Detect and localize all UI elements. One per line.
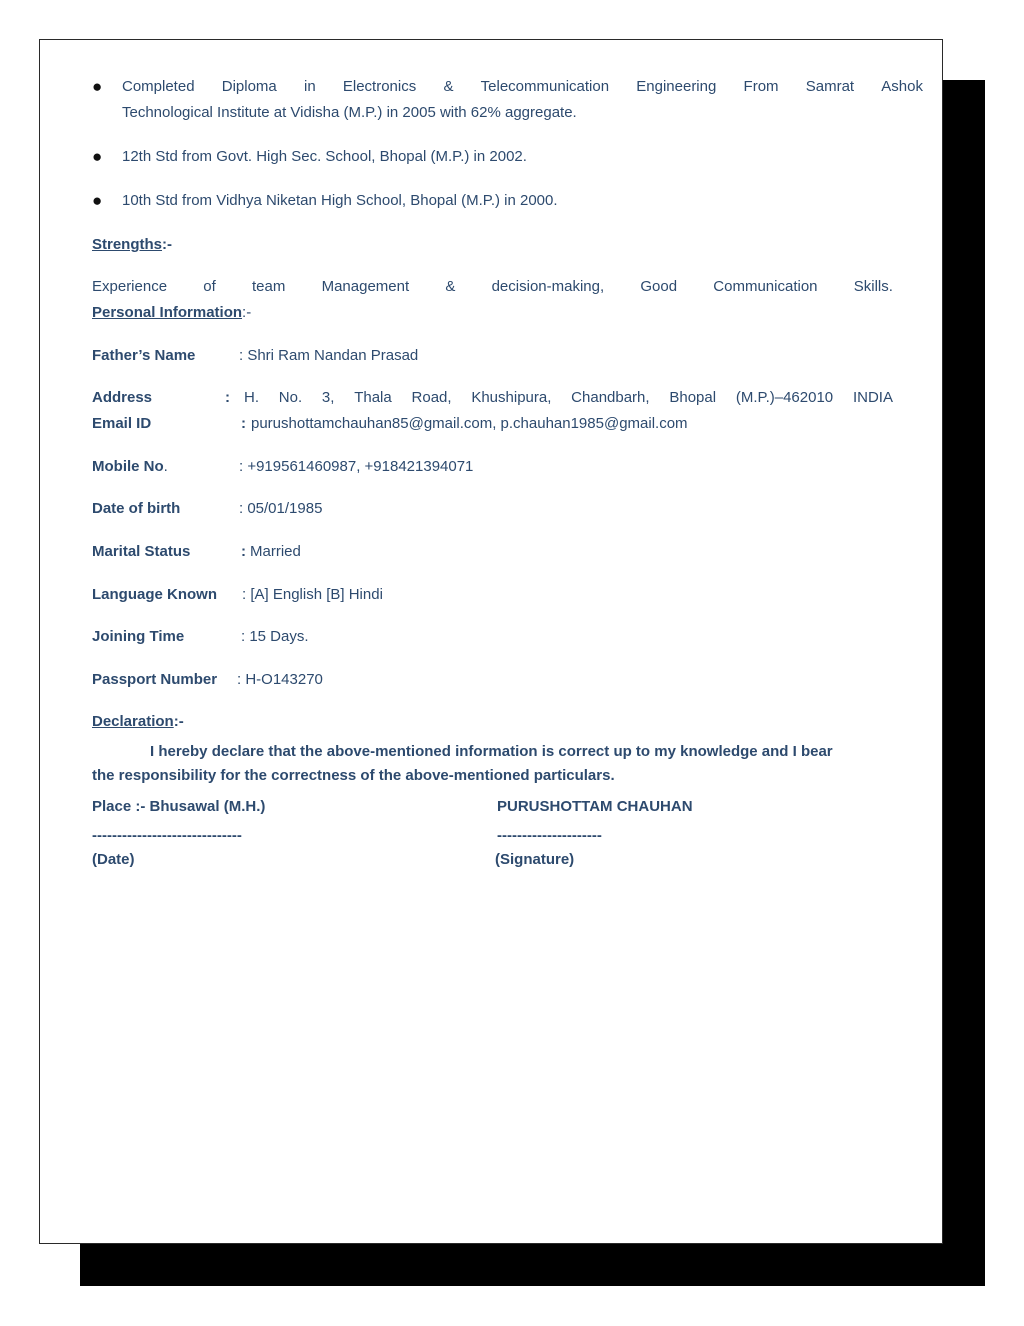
education-word: Diploma [221, 78, 277, 95]
declaration-heading-text: Declaration [92, 713, 174, 730]
declaration-text-line: the responsibility for the correctness of the above-mentioned particulars. [92, 767, 615, 784]
signature-label: (Signature) [495, 851, 575, 868]
strengths-word: Management [321, 278, 410, 295]
education-line [122, 74, 923, 100]
address-word: 3, [321, 389, 335, 406]
heading-suffix: :- [242, 304, 252, 321]
heading-suffix: :- [162, 236, 173, 253]
education-word: Completed [122, 78, 195, 95]
email-label: Email ID [92, 415, 152, 432]
address-word: No. [278, 389, 303, 406]
address-word: Khushipura, [471, 389, 552, 406]
marital-status-label: Marital Status [92, 543, 191, 560]
education-text: 10th Std from Vidhya Niketan High School, Bhopal (M.P.) in 2000. [122, 192, 558, 209]
passport-row [92, 667, 893, 693]
applicant-name: PURUSHOTTAM CHAUHAN [497, 798, 693, 815]
joining-time-value: : 15 Days. [241, 628, 309, 645]
education-word: & [443, 78, 454, 95]
address-word: INDIA [852, 389, 893, 406]
bullet-icon: ● [92, 147, 103, 166]
language-row [92, 582, 893, 608]
joining-time-row [92, 624, 893, 650]
email-row [92, 411, 893, 437]
strengths-heading-text: Strengths [92, 236, 163, 253]
address-row [92, 385, 893, 411]
declaration-text-line: I hereby declare that the above-mentioned information is correct up to my knowledge and I bear [150, 743, 833, 760]
signature-line: --------------------- [497, 827, 602, 844]
education-text [122, 74, 923, 126]
address-colon: : [225, 389, 230, 406]
address-word: Chandbarh, [571, 389, 650, 406]
passport-label: Passport Number [92, 671, 218, 688]
dob-value: : 05/01/1985 [239, 500, 323, 517]
mobile-label [92, 454, 168, 480]
address-word: Road, [411, 389, 452, 406]
email-colon: : [241, 415, 246, 432]
mobile-label-text: Mobile No [92, 458, 164, 475]
fathers-name-value: : Shri Ram Nandan Prasad [239, 347, 419, 364]
mobile-value: : +919561460987, +918421394071 [239, 458, 474, 475]
education-word: Samrat [805, 78, 855, 95]
email-value: purushottamchauhan85@gmail.com, p.chauhan1985@gmail.com [251, 415, 688, 432]
personal-info-heading [92, 300, 251, 326]
address-value [244, 385, 893, 411]
address-word: H. [244, 389, 259, 406]
marital-status-value: Married [250, 543, 301, 560]
strengths-text [92, 274, 893, 300]
address-word: Thala [354, 389, 392, 406]
strengths-word: & [445, 278, 456, 295]
document-page [39, 39, 943, 1244]
address-word: (M.P.)–462010 [735, 389, 834, 406]
declaration-heading [92, 709, 184, 735]
education-word: Ashok [881, 78, 923, 95]
date-line: ------------------------------ [92, 827, 242, 844]
bullet-icon: ● [92, 77, 103, 96]
education-word: Electronics [342, 78, 417, 95]
address-word: Bhopal [669, 389, 717, 406]
address-label: Address [92, 389, 153, 406]
strengths-word: Communication [713, 278, 818, 295]
personal-info-heading-text: Personal Information [92, 304, 243, 321]
heading-suffix: :- [173, 713, 184, 730]
strengths-word: Experience [92, 278, 168, 295]
place-text: Place :- Bhusawal (M.H.) [92, 798, 266, 815]
date-label: (Date) [92, 851, 135, 868]
education-word: in [303, 78, 316, 95]
education-word: Telecommunication [480, 78, 610, 95]
education-word: Engineering [636, 78, 717, 95]
language-value: : [A] English [B] Hindi [242, 586, 383, 603]
education-word: From [743, 78, 779, 95]
fathers-name-row [92, 343, 893, 369]
dob-row [92, 496, 893, 522]
marital-status-colon: : [241, 543, 246, 560]
joining-time-label: Joining Time [92, 628, 185, 645]
mobile-label-dot: . [163, 458, 168, 475]
passport-value: : H-O143270 [237, 671, 323, 688]
mobile-row [92, 454, 893, 480]
strengths-word: decision-making, [491, 278, 605, 295]
fathers-name-label: Father’s Name [92, 347, 196, 364]
language-label: Language Known [92, 586, 217, 603]
dob-label: Date of birth [92, 500, 181, 517]
strengths-word: of [203, 278, 216, 295]
marital-status-row [92, 539, 893, 565]
strengths-word: Skills. [853, 278, 893, 295]
strengths-word: team [252, 278, 286, 295]
strengths-word: Good [640, 278, 678, 295]
education-line: Technological Institute at Vidisha (M.P.) in 2005 with 62% aggregate. [122, 104, 577, 121]
bullet-icon: ● [92, 191, 103, 210]
strengths-heading [92, 232, 172, 258]
education-text: 12th Std from Govt. High Sec. School, Bhopal (M.P.) in 2002. [122, 148, 527, 165]
